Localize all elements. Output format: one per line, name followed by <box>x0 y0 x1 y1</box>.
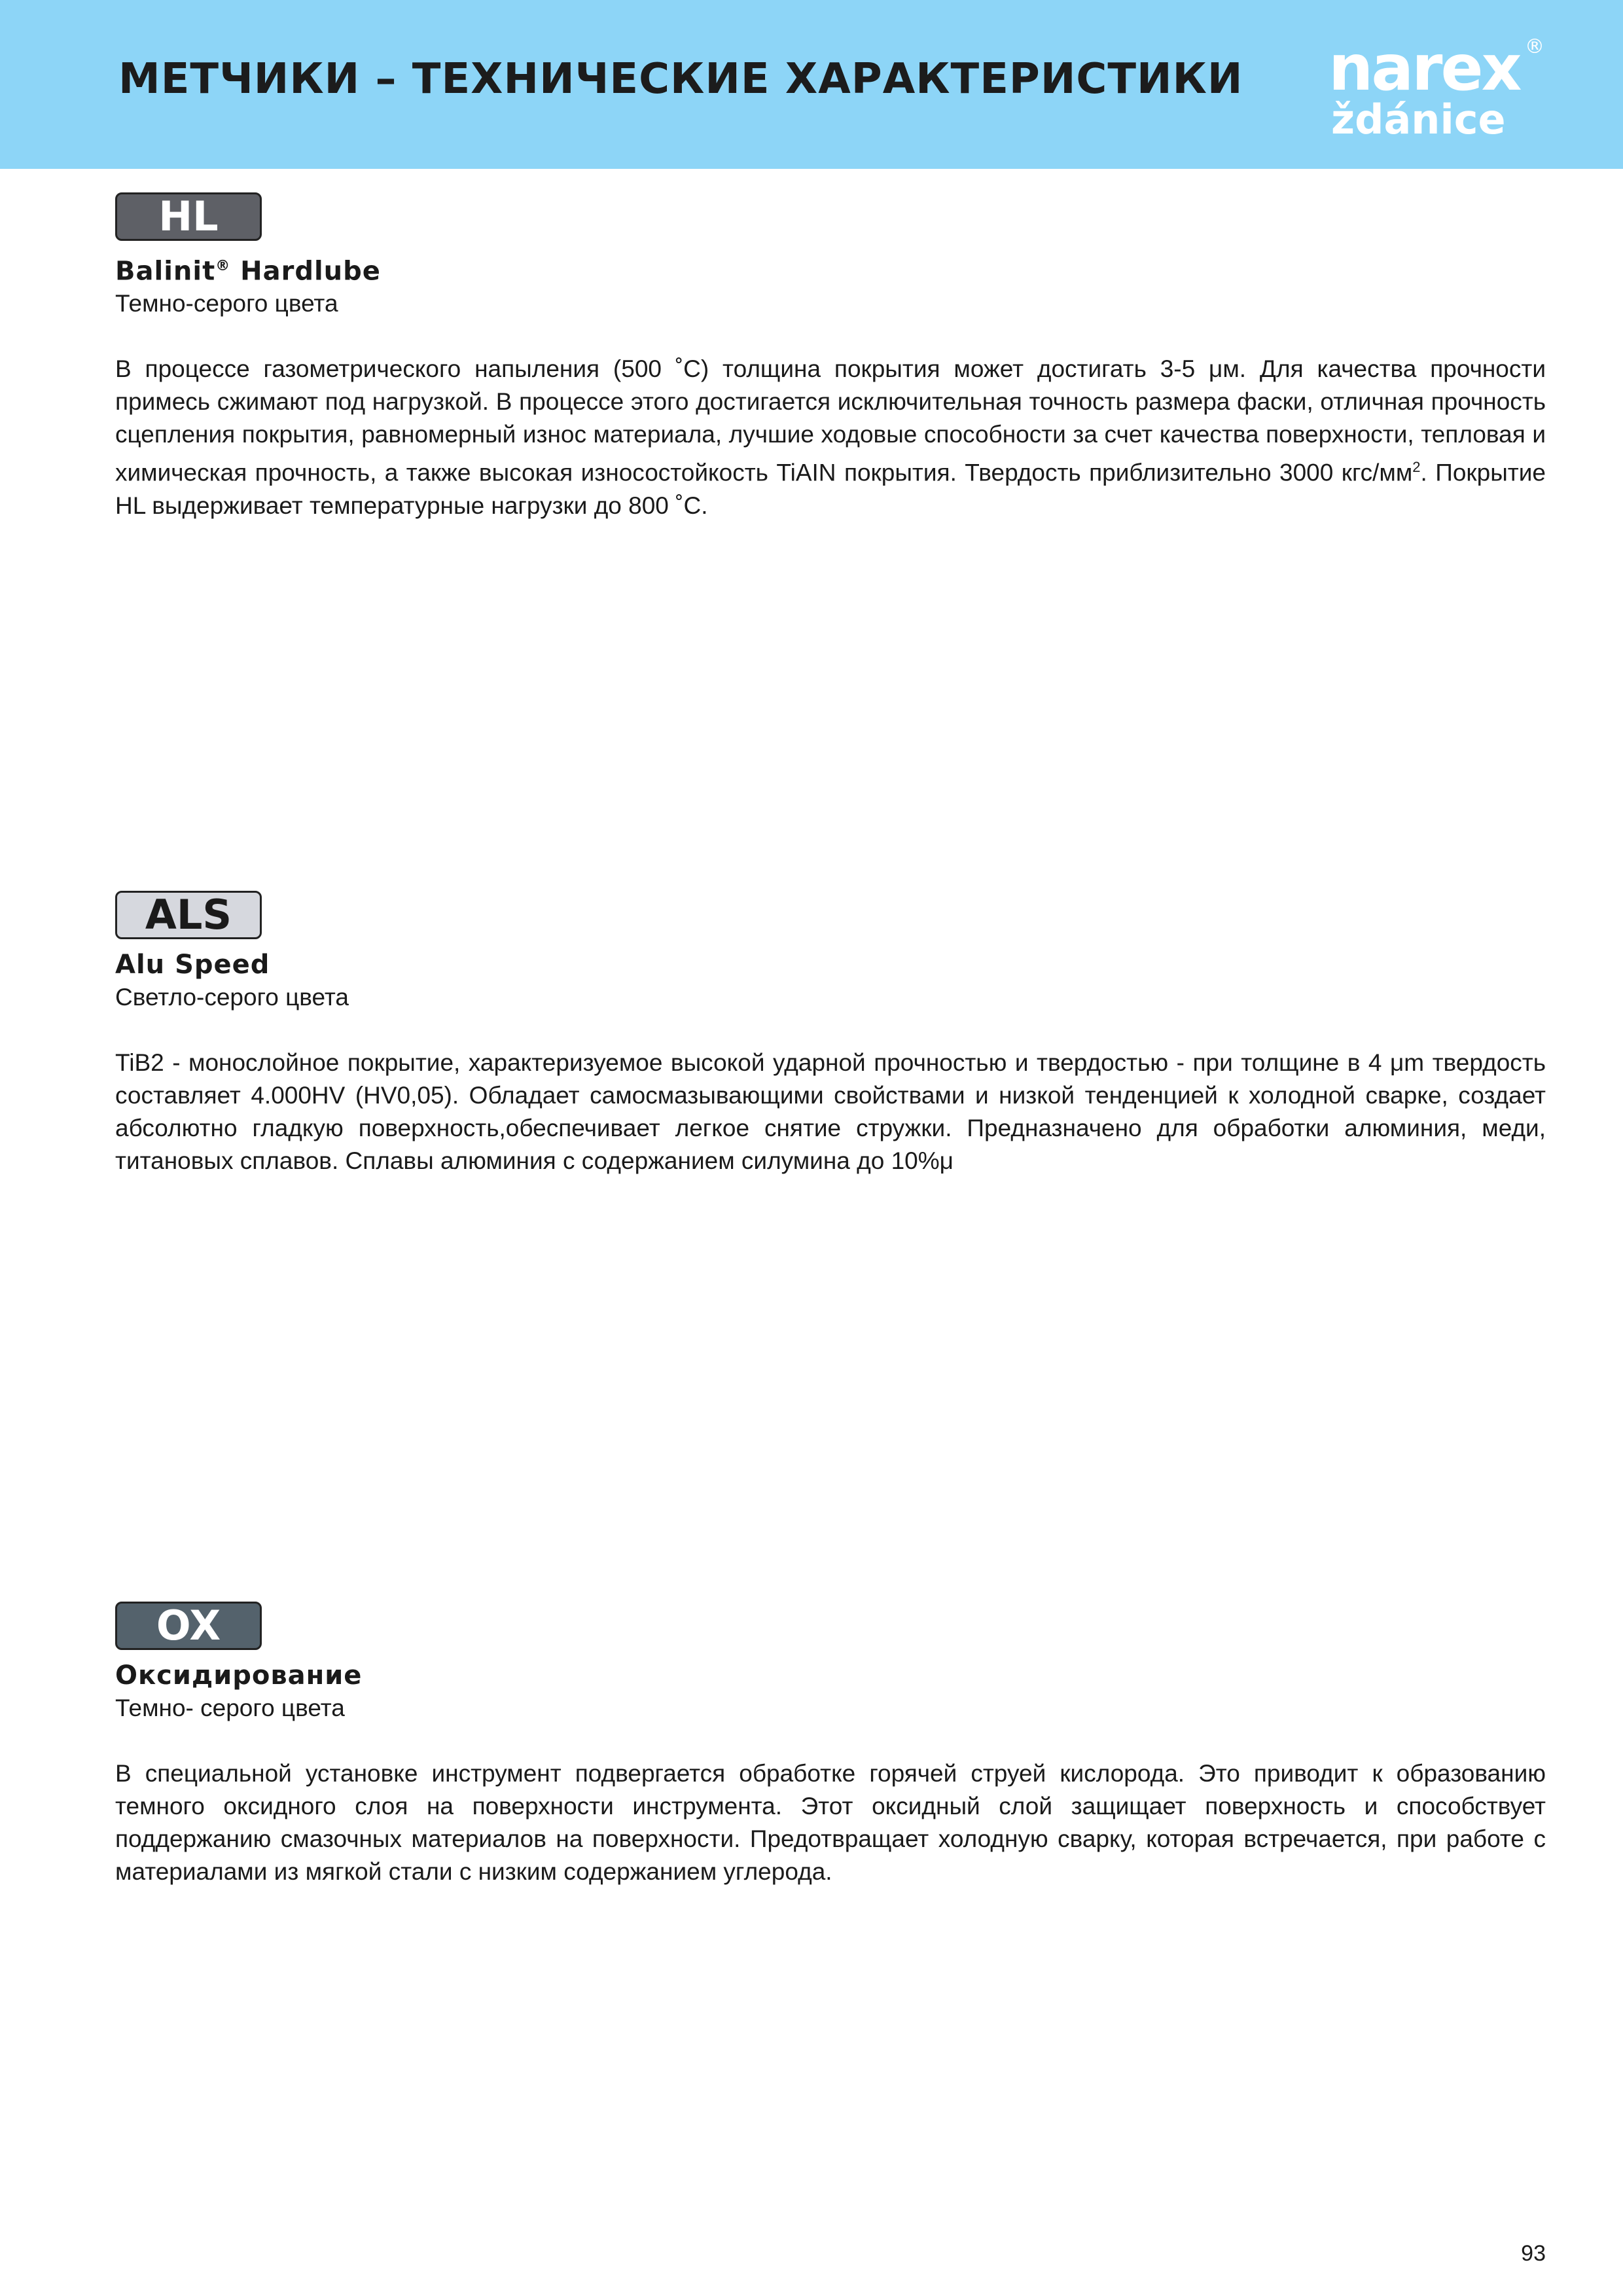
registered-mark: ® <box>1525 35 1544 58</box>
section-title-name: Balinit <box>115 256 216 287</box>
body-superscript: 2 <box>1412 459 1421 476</box>
section-subtitle: Темно-серого цвета <box>115 290 338 317</box>
section-title-rest: Hardlube <box>230 256 381 287</box>
coating-badge-ox: OX <box>115 1602 262 1650</box>
section-subtitle: Темно- серого цвета <box>115 1695 345 1721</box>
page-header <box>0 0 1623 169</box>
narex-zdanice-logo <box>1329 31 1544 148</box>
section-body: В специальной установке инструмент подвергается обработке горячей струей кислорода. Это приводит к образованию темного оксидного слоя на поверхности инструмента. Этот оксидный слой защищает поверхность и способствует поддержанию смазочных материалов на поверхности. Предотвращает холодную сварку, которая встречается, при работе с материалами из мягкой стали с низким содержанием углерода. <box>115 1760 1546 1885</box>
section-subtitle: Светло-серого цвета <box>115 984 349 1011</box>
section-ox <box>115 1602 1546 1888</box>
coating-badge-als: ALS <box>115 891 262 939</box>
section-body <box>115 353 1546 522</box>
body-text-end: . Покрытие HL выдерживает температурные нагрузки до 800 ˚C. <box>115 459 1546 519</box>
registered-mark: ® <box>215 258 231 274</box>
section-body: TiB2 - монослойное покрытие, характеризуемое высокой ударной прочностью и твердостью - при толщине в 4 μm твердость составляет 4.000HV (HV0,05). Обладает самосмазывающими свойствами и низкой тенденцией к холодной сварке, создает абсолютно гладкую поверхность,обеспечивает легкое снятие стружки. Предназначено для обработки алюминия, меди, титановых сплавов. Сплавы алюминия с содержанием силумина до 10%μ <box>115 1049 1546 1174</box>
body-text: В процессе газометрического напыления (500 ˚C) толщина покрытия может достигать 3-5 μм. Для качества прочности примесь сжимают под нагрузкой. В процессе этого достигается исключительная точность размера фаски, отличная прочность сцепления покрытия, равномерный износ материала, лучшие ходовые способности за счет качества поверхности, тепловая и химическая прочность, а также высокая износостойкость TiAIN покрытия. Твердость приблизительно 3000 кгс/мм <box>115 355 1546 486</box>
page-title: МЕТЧИКИ – ТЕХНИЧЕСКИЕ ХАРАКТЕРИСТИКИ <box>118 55 1243 103</box>
section-als <box>115 891 1546 1177</box>
section-title: Alu Speed <box>115 950 270 980</box>
section-title <box>115 250 1546 287</box>
section-title: Оксидирование <box>115 1660 363 1691</box>
logo-line-1: narex <box>1329 31 1520 105</box>
logo-line-2: ždánice <box>1331 96 1506 143</box>
section-hl <box>115 192 1546 522</box>
coating-badge-hl: HL <box>115 192 262 241</box>
page-number: 93 <box>1521 2241 1546 2266</box>
